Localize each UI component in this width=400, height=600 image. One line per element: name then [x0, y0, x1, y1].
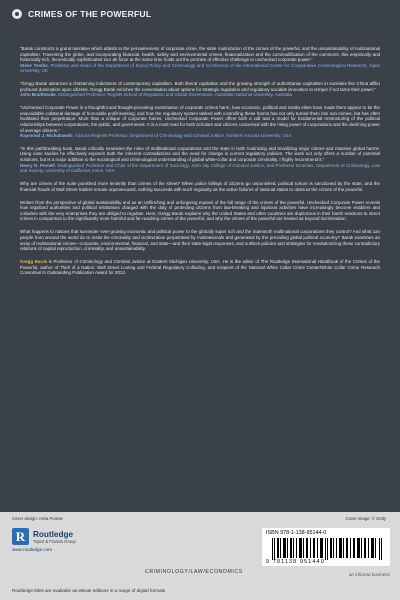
- endorser-name: John Braithwaite: [20, 92, 56, 98]
- endorser-affiliation: , Arizona Regents Professor, Department of Criminology and Criminal Justice, Northern Arizona University, USA: [72, 133, 292, 139]
- isbn-text: ISBN 978-1-138-95144-0: [266, 530, 327, 536]
- endorsement-attribution: [20, 63, 380, 74]
- cover-image-credit: Cover image: © Getty: [345, 516, 386, 521]
- endorsement-quote: “Barak constructs a grand narrative which attests to the pervasiveness of corporate crime, the state routinization of the crimes of the powerful, and the unsustainability of multinational capitalism. Traversing the globe, and incorporating financial, health, safety and environmental crimes, financialization and the commodification of the commons, this empirically and historically rich, theoretically sophisticated tour de force at the same time holds out the promise of effective challenge to unchecked corporate power.”: [20, 46, 380, 63]
- cover-text: [20, 46, 380, 283]
- endorsement-quote: “Gregg Barak advances a chastening indictment of contemporary capitalism. Both liberal capitalism and the growing strength of authoritarian capitalism in societies like China afflict profound domination upon citizens. Gregg Barak enriches the conversation about options for strategic regulation and regulatory socialist innovation to temper if not tame their power.”: [20, 81, 380, 92]
- subject-categories: CRIMINOLOGY/LAW/ECONOMICS: [145, 569, 243, 575]
- barcode-graphic: [272, 538, 384, 560]
- blurb-paragraph: Written from the perspective of global sustainability and as an unflinching and unforgiving exposé of the full range of the crimes of the powerful, Unchecked Corporate Power reveals how legalized authorities and political institutions charged with the duty of protecting citizens from law-breaking and injurious activities have increasingly become enablers and colluders with the very enterprises they are obliged to regulate. Here, Gregg Barak explains why the United States and other countries are duplicitous in their harsh reactions to street crimes in comparison to the significantly more harmful and far-reaching crimes of the powerful, and why the crimes of the powerful are treated as beyond incrimination.: [20, 199, 380, 222]
- cover-design-credit: Cover design: Asha Pearse: [12, 516, 63, 521]
- series-title: CRIMES OF THE POWERFUL: [28, 9, 152, 19]
- informa-tagline: an informa business: [348, 572, 390, 577]
- barcode-number: 9 781138 951440: [266, 559, 325, 565]
- series-logo-icon: [12, 9, 22, 19]
- blurb-paragraph: Why are crimes of the suite punished more leniently than crimes of the street? When police killings of citizens go unpunished, political torture is sanctioned by the state, and the financial frauds of Wall Street traders remain unprosecuted, nothing succeeds with such regularity as the active failures of national states to obstruct the crimes of the powerful.: [20, 181, 380, 192]
- author-name: Gregg Barak: [20, 259, 48, 265]
- blurb-paragraph: What happens to nations that surrender ever-growing economic and political power to the globally super rich and the mammoth multinational corporations they control? And what can people from around the world do to resist the criminality and victimization perpetrated by multinationals and generated by the prevailing global political economy? Barak examines an array of multinational crimes—corporate, environmental, financial, and state—and their state-legal responses, and outlines policies and strategies for revolutionizing these contradictory relations of capital reproduction, criminality, and unsustainability.: [20, 229, 380, 252]
- endorser-name: Steve Tombs: [20, 62, 48, 68]
- endorsement-attribution: [20, 133, 380, 139]
- endorsement-attribution: [20, 92, 380, 98]
- author-bio: [20, 259, 380, 276]
- endorsement: [20, 146, 380, 174]
- ebook-note: Routledge titles are available as eBook editions in a range of digital formats: [12, 588, 166, 593]
- endorser-name: Raymond J. Michalowski: [20, 133, 73, 139]
- endorsement-attribution: [20, 163, 380, 174]
- endorser-affiliation: , Distinguished Professor, RegNet School of Regulation and Global Governance, Australian National University, Australia: [55, 92, 292, 98]
- publisher-group: Taylor & Francis Group: [33, 538, 76, 544]
- endorsement: [20, 46, 380, 74]
- endorsement-quote: “Unchecked Corporate Power is a thoughtful and thought-provoking examination of corporate crimes harm, how economic, political and media elites have made them appear to be the unavoidable collateral damage of honorable profit-seeking, and how the regulatory system tasked with controlling these harms has not only turned them into non-crimes, but has often facilitated their perpetration. More than a critique of corporate harms, Unchecked Corporate Power offers both a call and a model for fundamental restructuring of the political relationships between corporations, the public, and government. It is a must read for both scholars and citizens concerned with the rising power of corporations and the declining power of average citizens.”: [20, 105, 380, 133]
- routledge-logo-icon: R: [12, 528, 29, 545]
- endorsement-quote: “In this pathbreaking book, Barak critically examines the roles of multinational corporations and the state in both routinizing and trivializing major crimes and massive global harms. Using case studies he effectively exposes both the inherent contradictions and the need for change in current regulatory policies. The work not only offers a number of potential solutions, but is a major addition to the sociological and criminological understanding of global white-collar and corporate criminality. I highly recommend it.”: [20, 145, 380, 163]
- endorsement: [20, 81, 380, 98]
- publisher-logo: [12, 528, 76, 545]
- endorser-name: Henry N. Pontell: [20, 162, 55, 168]
- isbn-barcode-block: [262, 528, 390, 566]
- endorsement: [20, 105, 380, 139]
- publisher-url[interactable]: www.routledge.com: [12, 547, 53, 552]
- endorser-affiliation: , Distinguished Professor and Chair of the Department of Sociology, John Jay College of Criminal Justice, and Professor Emeritus, Department of Criminology, Law and Society, University of California, Irvine, USA: [20, 162, 380, 174]
- publisher-name: Routledge: [33, 529, 74, 539]
- author-bio-text: is Professor of Criminology and Criminal Justice at Eastern Michigan University, USA. He is the editor of The Routledge International Handbook of the Crimes of the Powerful, author of Theft of a Nation: Wall Street Looting and Federal Regulatory Colluding, and recipient of the National White Collar Crime Center/White Collar Crime Research Consortium's Outstanding Publication Award for 2012.: [20, 259, 380, 276]
- series-header: [12, 9, 151, 19]
- endorser-affiliation: , Professor and Head of the Department of Social Policy and Criminology and Co-Director of the International Centre for Comparative Criminological Research, Open University, UK: [20, 62, 380, 74]
